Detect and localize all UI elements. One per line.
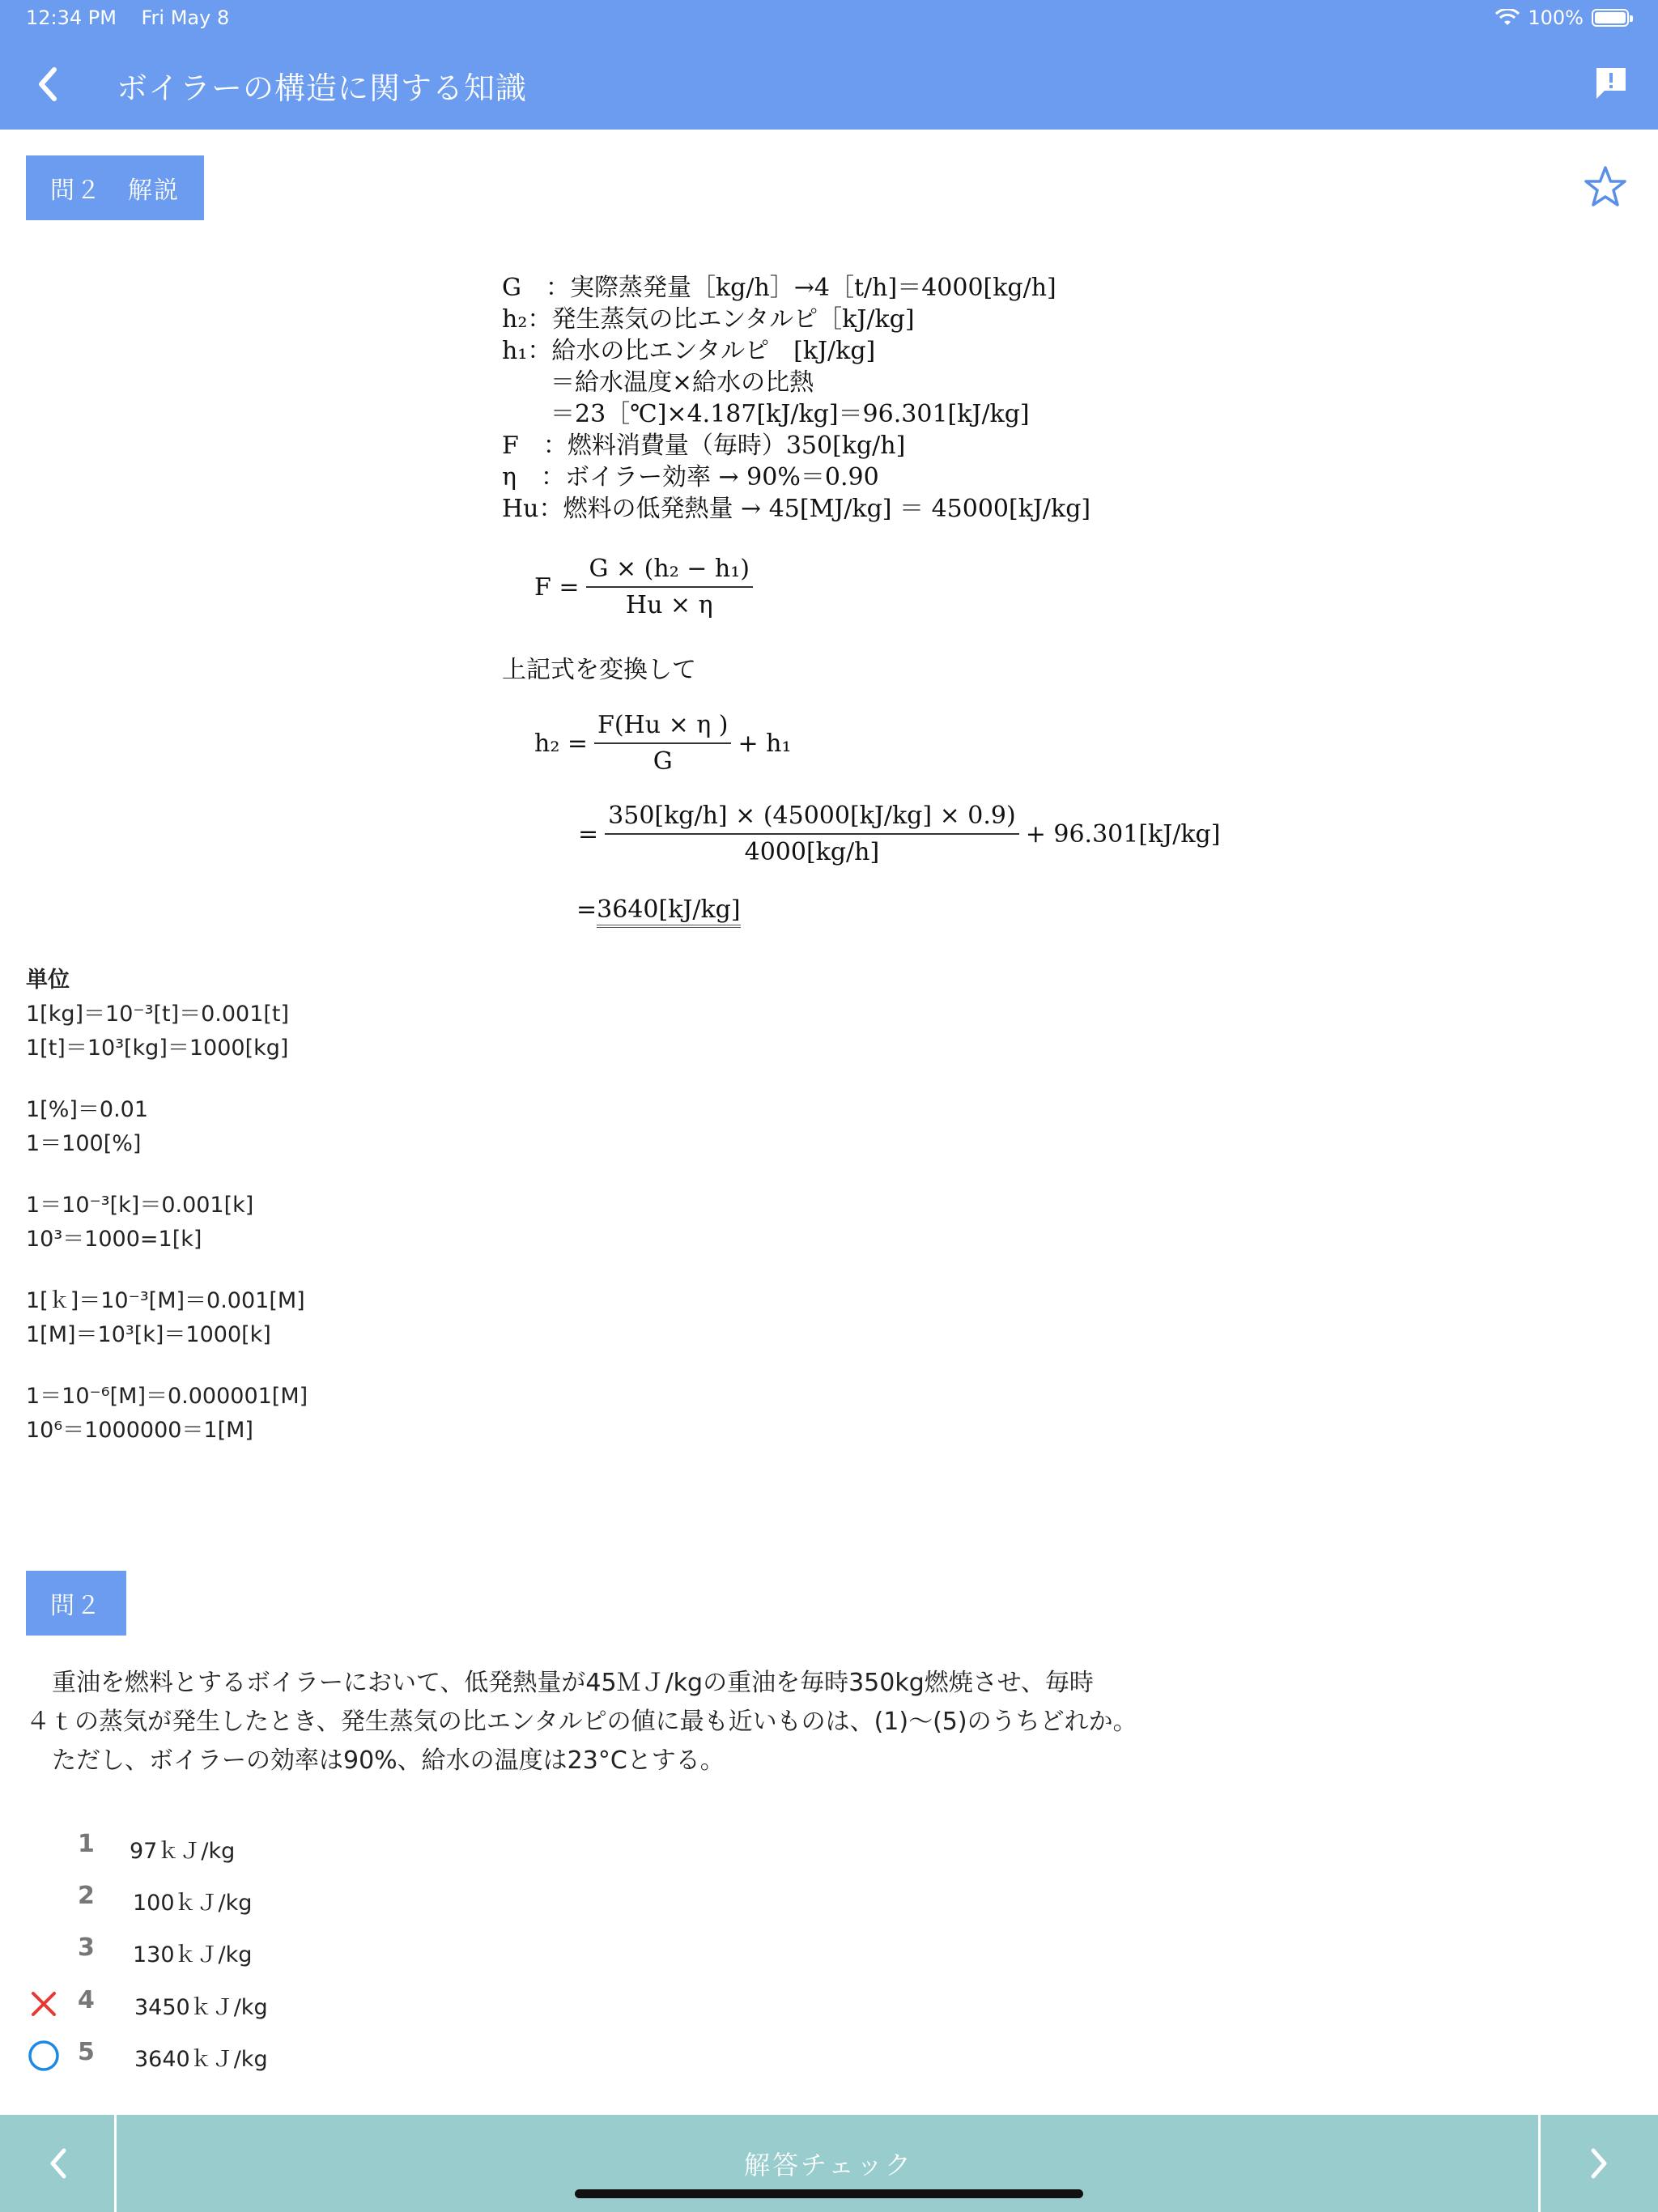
explanation-figure [502,267,1221,931]
chevron-right-icon [1588,2147,1611,2180]
choice-text: 3640ｋＪ/kg [134,2047,268,2072]
bottom-toolbar [0,2115,1658,2212]
star-icon [1581,164,1630,212]
question-line: 重油を燃料とするボイラーにおいて、低発熱量が45ＭＪ/kgの重油を毎時350kg燃焼させ、毎時 [52,1669,1094,1697]
figure-line: η ：ボイラー効率 → 90%＝0.90 [502,463,879,491]
next-question-button[interactable] [1538,2115,1658,2212]
choice-1[interactable] [0,1822,486,1870]
choice-text: 97ｋＪ/kg [130,1839,236,1864]
formula-result [576,895,741,924]
choice-number: 2 [78,1882,95,1910]
chevron-left-icon [46,2147,69,2180]
result-value: 3640[kJ/kg] [597,895,740,928]
choice-3[interactable] [0,1925,486,1974]
app-header [0,0,1658,130]
choice-number: 4 [78,1986,95,2014]
battery-percent: 100% [1528,6,1584,29]
unit-line: 1[%]＝0.01 [26,1097,149,1122]
choice-number: 5 [78,2038,95,2066]
unit-line: 1[M]＝10³[k]＝1000[k] [26,1322,271,1347]
report-button[interactable] [1592,63,1630,102]
choice-number: 3 [78,1933,95,1962]
formula-lhs: = [578,819,599,849]
choice-2[interactable] [0,1874,486,1922]
unit-line: 10³＝1000=1[k] [26,1227,202,1252]
question-line: ４ｔの蒸気が発生したとき、発生蒸気の比エンタルピの値に最も近いものは、(1)～(5)のうちどれか。 [26,1708,1137,1736]
formula-calc [578,802,1220,866]
unit-line: 1＝100[%] [26,1131,142,1156]
choice-number: 1 [78,1830,95,1858]
status-bar-right [1495,6,1629,29]
unit-line: 1[t]＝10³[kg]＝1000[kg] [26,1036,289,1061]
formula-f [534,555,753,619]
page-title: ボイラーの構造に関する知識 [117,70,528,106]
choice-text: 100ｋＪ/kg [133,1891,253,1916]
correct-circle-icon [28,2040,60,2072]
formula-numerator: G × (h₂ − h₁) [586,555,754,588]
status-date: Fri May 8 [141,6,230,29]
explanation-tab: 問２ 解説 [26,155,204,220]
unit-line: 1＝10⁻⁶[M]＝0.000001[M] [26,1384,308,1409]
formula-numerator: F(Hu × η ) [594,711,731,744]
units-heading: 単位 [26,968,70,993]
choice-4[interactable] [0,1978,486,2027]
answer-check-button[interactable]: 解答チェック [743,2150,914,2180]
figure-line: G ：実際蒸発量［kg/h］→4［t/h]＝4000[kg/h] [502,274,1056,302]
choice-text: 130ｋＪ/kg [133,1942,253,1967]
result-prefix: = [576,895,597,924]
chevron-left-icon [35,66,59,102]
status-time: 12:34 PM [26,6,117,29]
figure-line: Hu：燃料の低発熱量 → 45[MJ/kg] ＝ 45000[kJ/kg] [502,495,1091,523]
question-tab: 問２ [26,1571,126,1636]
favorite-star-button[interactable] [1581,164,1630,212]
formula-lhs: F = [534,572,580,602]
figure-line: ＝23［℃]×4.187[kJ/kg]＝96.301[kJ/kg] [502,400,1030,428]
figure-line: h₂：発生蒸気の比エンタルピ［kJ/kg] [502,305,915,334]
units-section [26,963,308,1448]
question-line: ただし、ボイラーの効率は90%、給水の温度は23°Cとする。 [52,1746,725,1775]
status-bar-time [26,6,229,29]
formula-rhs: + h₁ [738,729,792,758]
formula-denominator: G [653,747,673,776]
formula-denominator: Hu × η [625,591,713,619]
report-icon [1592,63,1630,102]
unit-line: 1[ｋ]＝10⁻³[M]＝0.001[M] [26,1288,305,1313]
wifi-icon [1495,9,1520,27]
unit-line: 1＝10⁻³[k]＝0.001[k] [26,1193,254,1218]
battery-icon [1592,9,1629,27]
unit-line: 10⁶＝1000000＝1[M] [26,1418,253,1443]
figure-line: h₁：給水の比エンタルピ [kJ/kg] [502,337,876,365]
figure-line: ＝給水温度×給水の比熱 [502,368,814,397]
formula-numerator: 350[kg/h] × (45000[kJ/kg] × 0.9) [605,802,1019,835]
unit-line: 1[kg]＝10⁻³[t]＝0.001[t] [26,1002,290,1027]
formula-denominator: 4000[kg/h] [744,838,880,866]
choice-text: 3450ｋＪ/kg [134,1995,268,2020]
question-text [26,1664,1240,1780]
formula-lhs: h₂ = [534,729,589,758]
transform-text: 上記式を変換して [502,656,696,684]
previous-question-button[interactable] [0,2115,117,2212]
back-button[interactable] [24,58,70,110]
wrong-x-icon [28,1988,60,2020]
figure-line: F ：燃料消費量（毎時）350[kg/h] [502,432,906,460]
home-indicator [575,2189,1083,2198]
formula-h2 [534,711,792,776]
choice-5[interactable] [0,2030,486,2078]
formula-rhs: + 96.301[kJ/kg] [1025,819,1221,849]
